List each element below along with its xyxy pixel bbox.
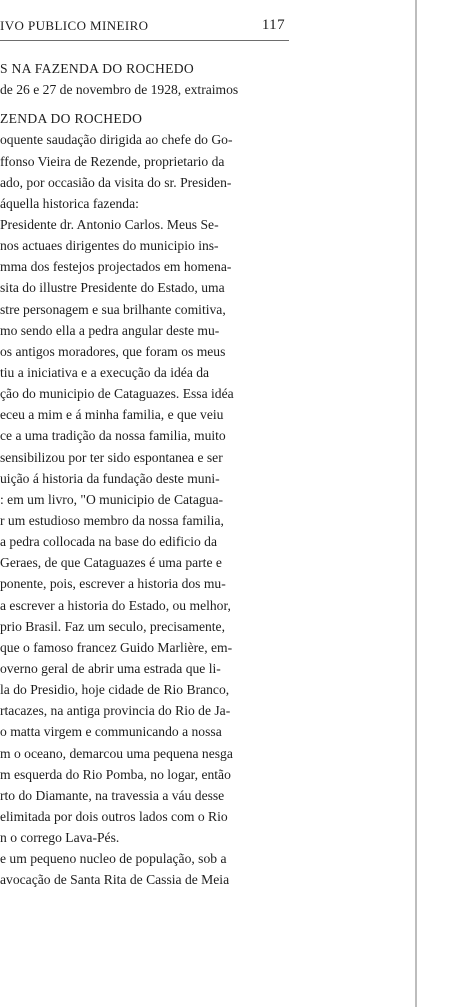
text-line: sensibilizou por ter sido espontanea e ser [0,449,223,465]
text-line: nos actuaes dirigentes do municipio ins- [0,238,219,254]
paragraph-gap [0,100,289,108]
text-line: de 26 e 27 de novembro de 1928, extraimos [0,82,239,98]
text-line: uição á historia da fundação deste muni- [0,470,220,486]
header-rule [0,40,289,41]
text-line: oquente saudação dirigida ao chefe do Go- [0,132,233,148]
text-line: e um pequeno nucleo de população, sob a [0,851,227,867]
text-line: ce a uma tradição da nossa familia, muito [0,428,226,444]
page-header [0,18,430,40]
page-edge [415,0,417,1007]
text-line: eceu a mim e á minha familia, e que veiu [0,407,224,423]
text-line: elimitada por dois outros lados com o Rio [0,808,228,824]
text-line: overno geral de abrir uma estrada que li- [0,660,221,676]
text-line: que o famoso francez Guido Marlière, em- [0,639,233,655]
text-line: os antigos moradores, que foram os meus [0,343,226,359]
text-line: rtacazes, na antiga provincia do Rio de Ja- [0,703,231,719]
text-line: ado, por occasião da visita do sr. Presiden- [0,174,232,190]
text-line: ponente, pois, escrever a historia dos mu- [0,576,226,592]
text-line: : em um livro, "O municipio de Catagua- [0,491,224,507]
text-line: la do Presidio, hoje cidade de Rio Branco, [0,682,230,698]
text-line: m esquerda do Rio Pomba, no logar, então [0,766,231,782]
text-line: m o oceano, demarcou uma pequena nesga [0,745,233,761]
text-line: rto do Diamante, na travessia a váu desse [0,787,225,803]
text-line: áquella historica fazenda: [0,195,139,211]
text-line: a pedra collocada na base do edificio da [0,534,218,550]
text-line: prio Brasil. Faz um seculo, precisamente, [0,618,225,634]
text-line: o matta virgem e communicando a nossa [0,724,222,740]
section-heading: ZENDA DO ROCHEDO [0,111,143,127]
text-line: stre personagem e sua brilhante comitiva, [0,301,226,317]
text-line: r um estudioso membro da nossa familia, [0,512,224,528]
text-line: Presidente dr. Antonio Carlos. Meus Se- [0,216,219,232]
running-title: IVO PUBLICO MINEIRO [0,18,149,33]
text-line: a escrever a historia do Estado, ou melhor, [0,597,231,613]
page-number: 117 [261,17,285,33]
text-line: sita do illustre Presidente do Estado, uma [0,280,225,296]
text-line: Geraes, de que Cataguazes é uma parte e [0,555,222,571]
text-line: ção do municipio de Cataguazes. Essa idéa [0,386,234,402]
text-line: ffonso Vieira de Rezende, proprietario da [0,153,225,169]
text-line: avocação de Santa Rita de Cassia de Meia [0,872,230,888]
text-line: mma dos festejos projectados em homena- [0,259,232,275]
text-line: mo sendo ella a pedra angular deste mu- [0,322,220,338]
body-text [0,58,289,890]
text-line: n o corrego Lava-Pés. [0,830,120,846]
section-heading: S NA FAZENDA DO ROCHEDO [0,61,194,76]
text-line: tiu a iniciativa e a execução da idéa da [0,364,210,380]
